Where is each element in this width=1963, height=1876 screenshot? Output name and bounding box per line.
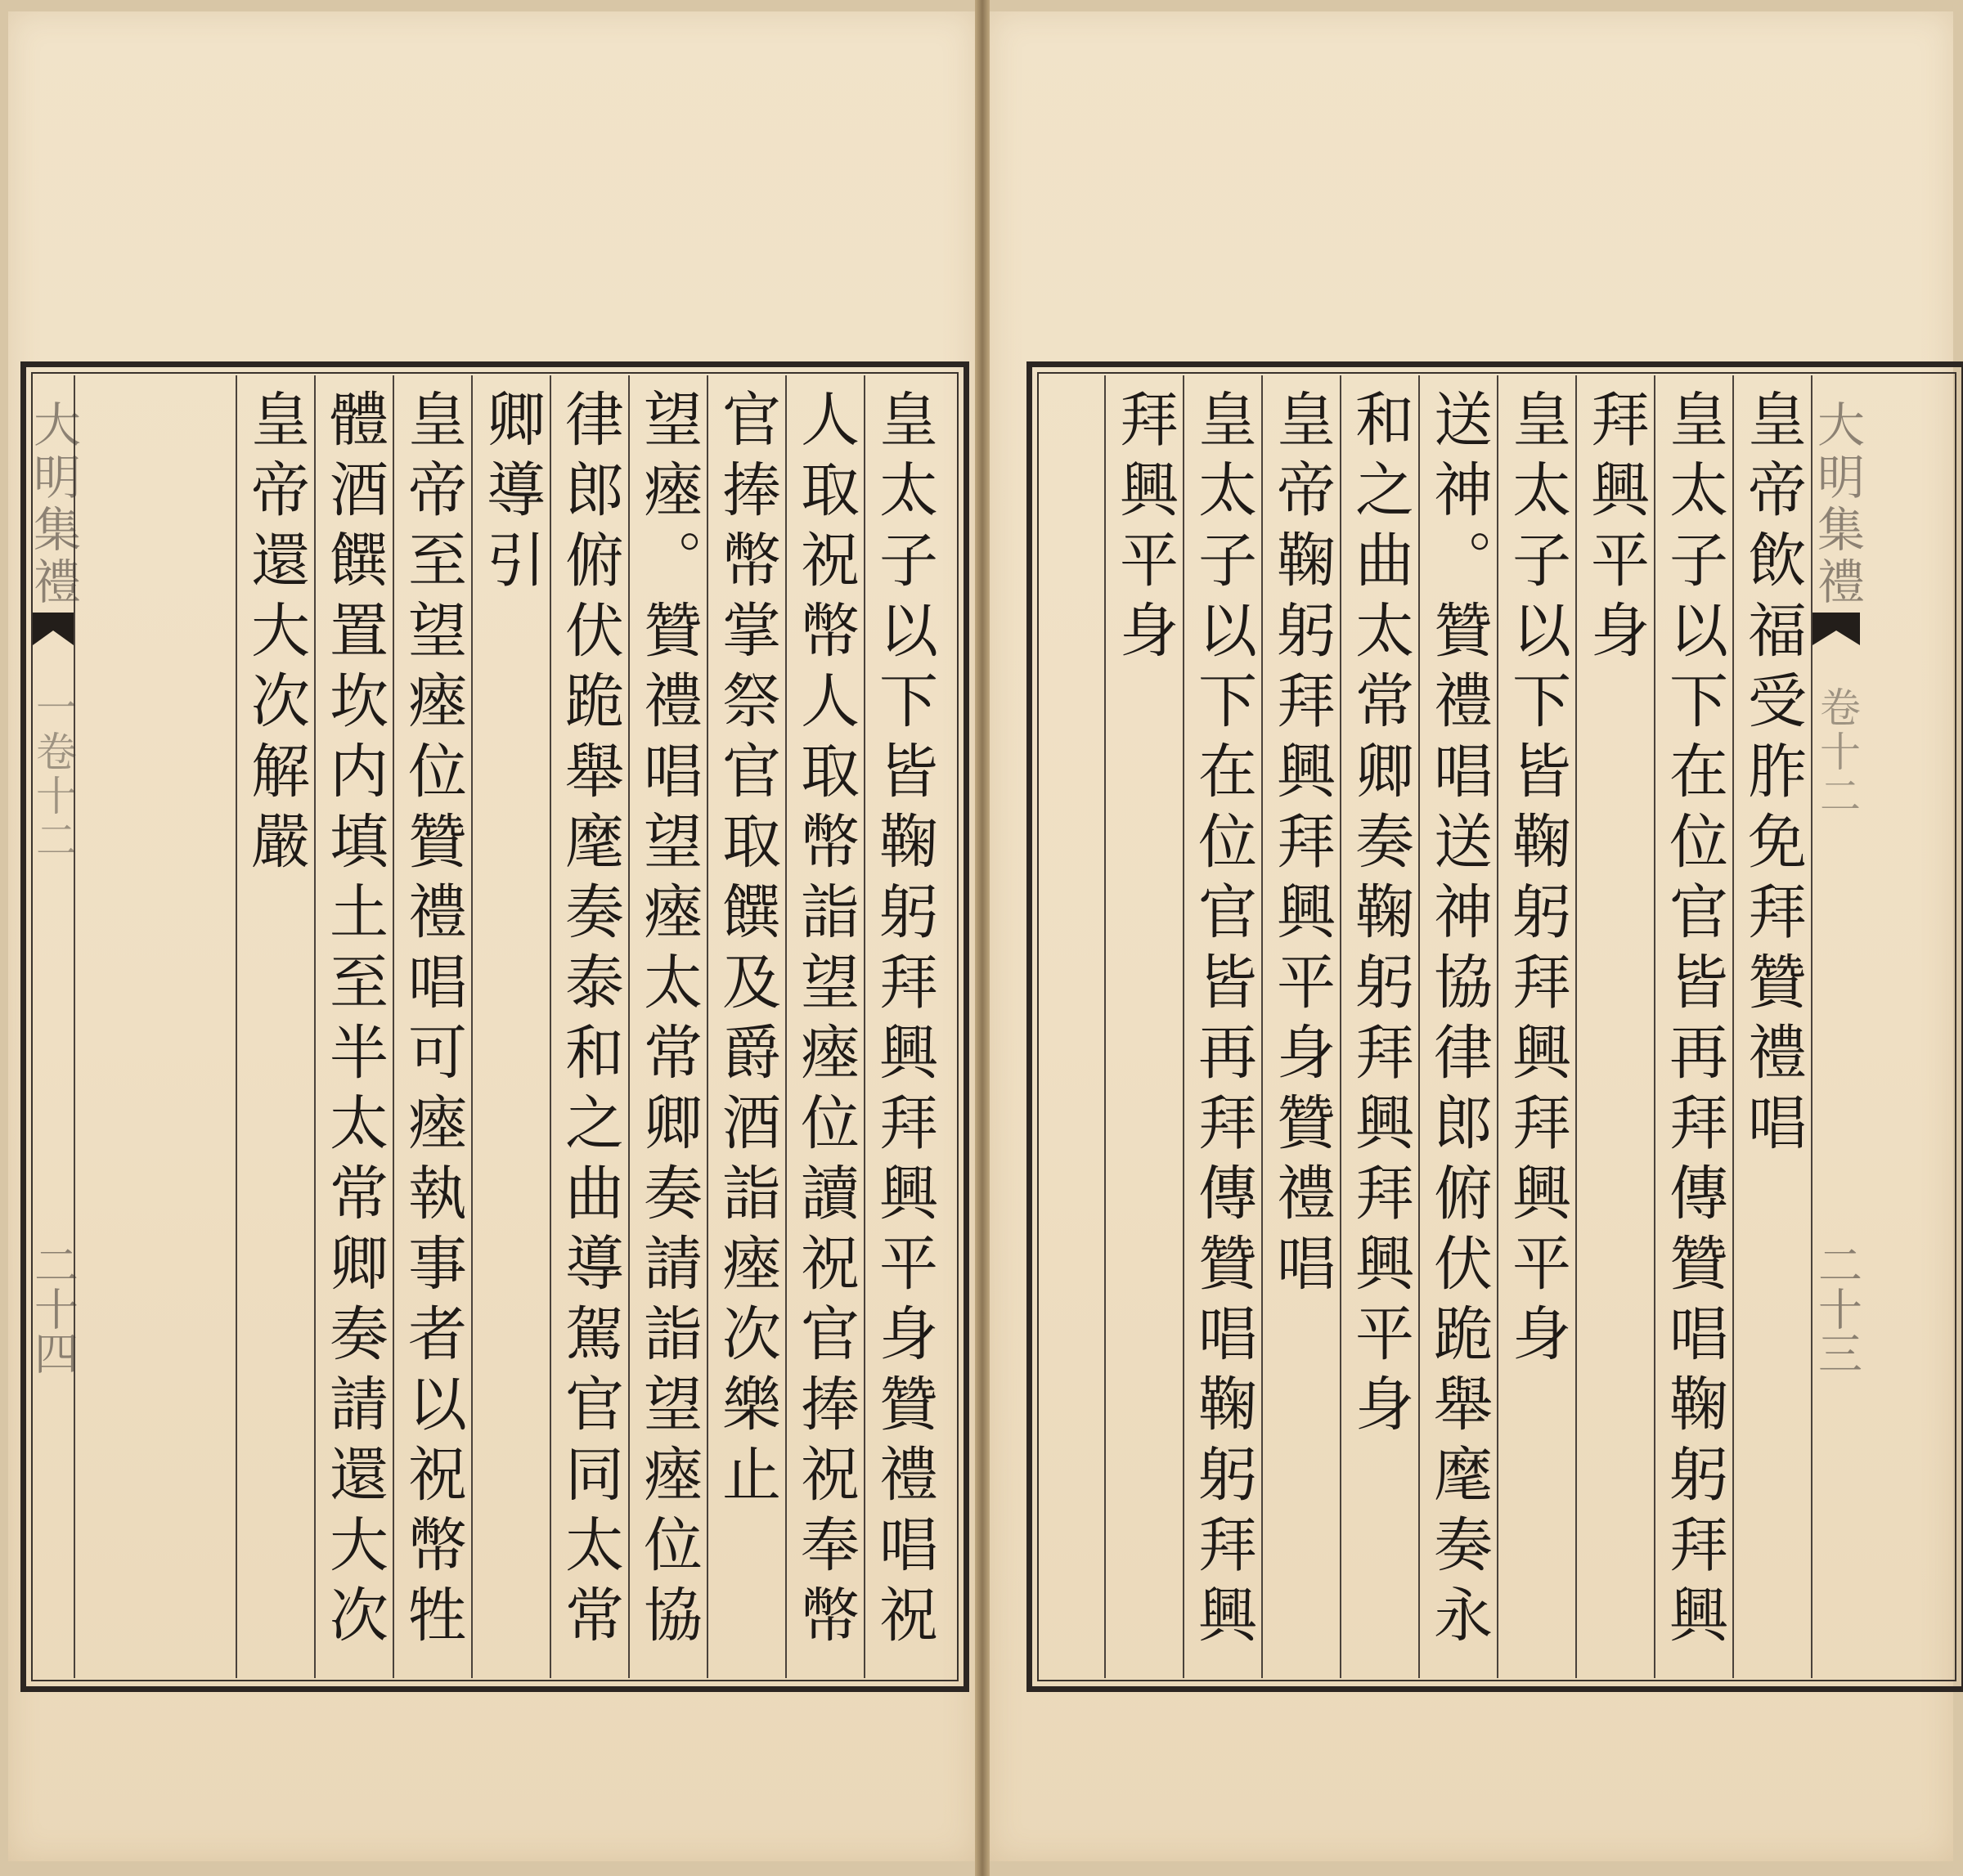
column-text: 皇帝還大次解嚴 (241, 388, 310, 881)
left-text-block (25, 372, 959, 1681)
column-text: 官捧幣掌祭官取饌及爵酒詣瘞次樂止 (712, 388, 781, 1514)
right-column-5 (1418, 375, 1497, 1678)
banxin-title: 大明集禮 (25, 400, 81, 609)
column-text: 皇帝飲福受胙免拜贊禮唱 (1738, 388, 1807, 1162)
right-column-9 (1104, 375, 1183, 1678)
right-text-block (1037, 372, 1956, 1681)
right-column-1 (1732, 375, 1811, 1678)
right-banxin (1811, 375, 1956, 1678)
column-text: 皇太子以下皆鞠躬拜興拜興平身贊禮唱祝 (869, 388, 938, 1654)
banxin-juan: 卷十二 (1813, 686, 1861, 819)
banxin-folio: 二十三 (1811, 1242, 1863, 1375)
right-column-2 (1654, 375, 1732, 1678)
column-text: 送神。贊禮唱送神協律郎俯伏跪舉麾奏永 (1424, 388, 1493, 1654)
left-page-frame (20, 361, 969, 1692)
left-column-5 (550, 375, 628, 1678)
right-column-6 (1340, 375, 1418, 1678)
book-gutter (975, 0, 990, 1876)
column-text: 皇太子以下在位官皆再拜傳贊唱鞠躬拜興 (1188, 388, 1257, 1654)
left-column-2 (785, 375, 864, 1678)
left-column-8 (314, 375, 393, 1678)
left-column-3 (707, 375, 785, 1678)
column-text: 體酒饌置坎内填土至半太常卿奏請還大次 (320, 388, 389, 1654)
right-column-4 (1497, 375, 1575, 1678)
fishtail-ornament (33, 613, 74, 645)
column-text: 皇帝至望瘞位贊禮唱可瘞執事者以祝幣牲 (398, 388, 467, 1654)
left-column-1 (864, 375, 942, 1678)
column-text: 人取祝幣人取幣詣望瘞位讀祝官捧祝奉幣 (791, 388, 860, 1654)
column-text: 皇帝鞠躬拜興拜興平身贊禮唱 (1267, 388, 1336, 1303)
right-column-7 (1261, 375, 1340, 1678)
left-column-9 (236, 375, 314, 1678)
right-column-8 (1183, 375, 1261, 1678)
left-column-4 (628, 375, 707, 1678)
right-page-frame (1026, 361, 1963, 1692)
fishtail-ornament (1813, 613, 1860, 645)
column-text: 拜興平身 (1110, 388, 1179, 670)
banxin-title: 大明集禮 (1809, 400, 1865, 609)
banxin-juan: 一卷十二 (29, 686, 77, 863)
column-text: 皇太子以下在位官皆再拜傳贊唱鞠躬拜興 (1660, 388, 1728, 1654)
column-text: 卿導引 (477, 388, 546, 599)
column-text: 和之曲太常卿奏鞠躬拜興拜興平身 (1345, 388, 1414, 1443)
left-page (8, 11, 975, 1861)
column-text: 皇太子以下皆鞠躬拜興拜興平身 (1503, 388, 1571, 1373)
column-text: 律郎俯伏跪舉麾奏泰和之曲導駕官同太常 (555, 388, 624, 1654)
left-column-7 (393, 375, 471, 1678)
banxin-folio: 二十四 (27, 1242, 79, 1375)
left-column-6 (471, 375, 550, 1678)
column-text: 望瘞。贊禮唱望瘞太常卿奏請詣望瘞位協 (634, 388, 703, 1654)
right-column-3 (1575, 375, 1654, 1678)
right-page (990, 11, 1953, 1861)
column-text: 拜興平身 (1581, 388, 1650, 670)
left-banxin (25, 375, 81, 1678)
